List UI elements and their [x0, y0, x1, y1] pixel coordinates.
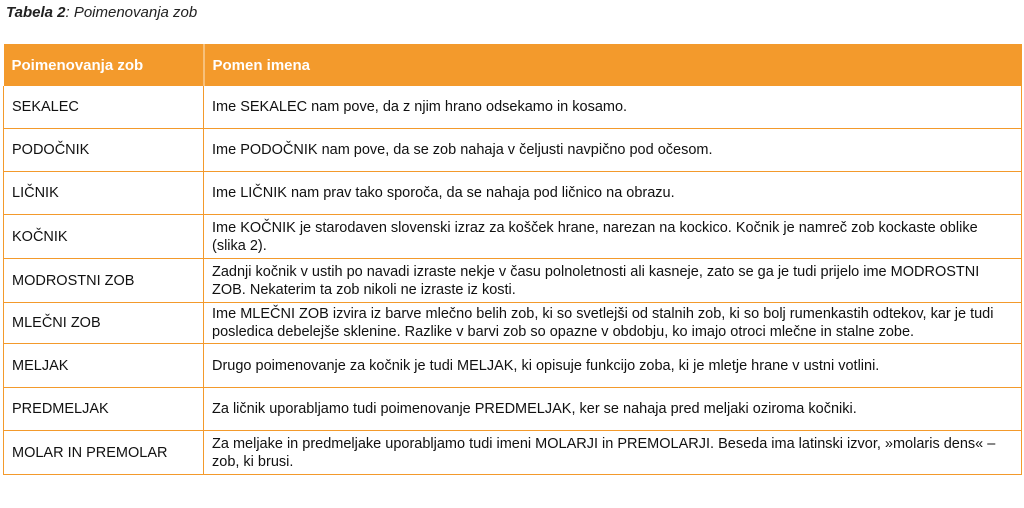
tooth-name-cell: MODROSTNI ZOB	[4, 259, 204, 303]
tooth-meaning-cell: Ime PODOČNIK nam pove, da se zob nahaja v čeljusti navpično pod očesom.	[204, 129, 1022, 172]
tooth-meaning-cell: Drugo poimenovanje za kočnik je tudi MELJAK, ki opisuje funkcijo zoba, ki je mletje hrane v ustni votlini.	[204, 344, 1022, 388]
tooth-meaning-cell: Za ličnik uporabljamo tudi poimenovanje PREDMELJAK, ker se nahaja pred meljaki oziroma kočniki.	[204, 388, 1022, 431]
tooth-meaning-cell: Ime LIČNIK nam prav tako sporoča, da se nahaja pod ličnico na obrazu.	[204, 172, 1022, 215]
tooth-name-cell: PODOČNIK	[4, 129, 204, 172]
table-row	[4, 259, 1022, 303]
caption-text: : Poimenovanja zob	[65, 4, 198, 21]
table-row	[4, 388, 1022, 431]
tooth-meaning-cell: Za meljake in predmeljake uporabljamo tudi imeni MOLARJI in PREMOLARJI. Beseda ima latinski izvor, »molaris dens« – zob, ki brusi.	[204, 431, 1022, 475]
tooth-name-cell: MELJAK	[4, 344, 204, 388]
tooth-name-cell: SEKALEC	[4, 86, 204, 129]
table-row	[4, 344, 1022, 388]
table-row	[4, 431, 1022, 475]
tooth-meaning-cell: Ime KOČNIK je starodaven slovenski izraz za košček hrane, narezan na kockico. Kočnik je namreč zob kockaste oblike (slika 2).	[204, 215, 1022, 259]
header-tooth-name: Poimenovanja zob	[4, 44, 204, 86]
table-row	[4, 129, 1022, 172]
tooth-meaning-cell: Zadnji kočnik v ustih po navadi izraste nekje v času polnoletnosti ali kasneje, zato se ga je tudi prijelo ime MODROSTNI ZOB. Nekaterim ta zob nikoli ne izraste iz kosti.	[204, 259, 1022, 303]
tooth-name-cell: LIČNIK	[4, 172, 204, 215]
tooth-name-cell: KOČNIK	[4, 215, 204, 259]
tooth-meaning-cell: Ime SEKALEC nam pove, da z njim hrano odsekamo in kosamo.	[204, 86, 1022, 129]
table-row	[4, 172, 1022, 215]
table-caption	[6, 4, 197, 21]
teeth-names-table	[3, 44, 1022, 475]
table-header-row	[4, 44, 1022, 86]
tooth-meaning-cell: Ime MLEČNI ZOB izvira iz barve mlečno belih zob, ki so svetlejši od stalnih zob, ki so bolj rumenkastih odtekov, kar je tudi posledica debelejše sklenine. Razlike v barvi zob so opazne v obdobju, ko imajo otroci mlečne in stalne zobe.	[204, 303, 1022, 344]
caption-label: Tabela 2	[6, 4, 66, 21]
tooth-name-cell: MOLAR IN PREMOLAR	[4, 431, 204, 475]
tooth-name-cell: MLEČNI ZOB	[4, 303, 204, 344]
table-row	[4, 303, 1022, 344]
table-row	[4, 215, 1022, 259]
header-name-meaning: Pomen imena	[204, 44, 1022, 86]
tooth-name-cell: PREDMELJAK	[4, 388, 204, 431]
table-row	[4, 86, 1022, 129]
